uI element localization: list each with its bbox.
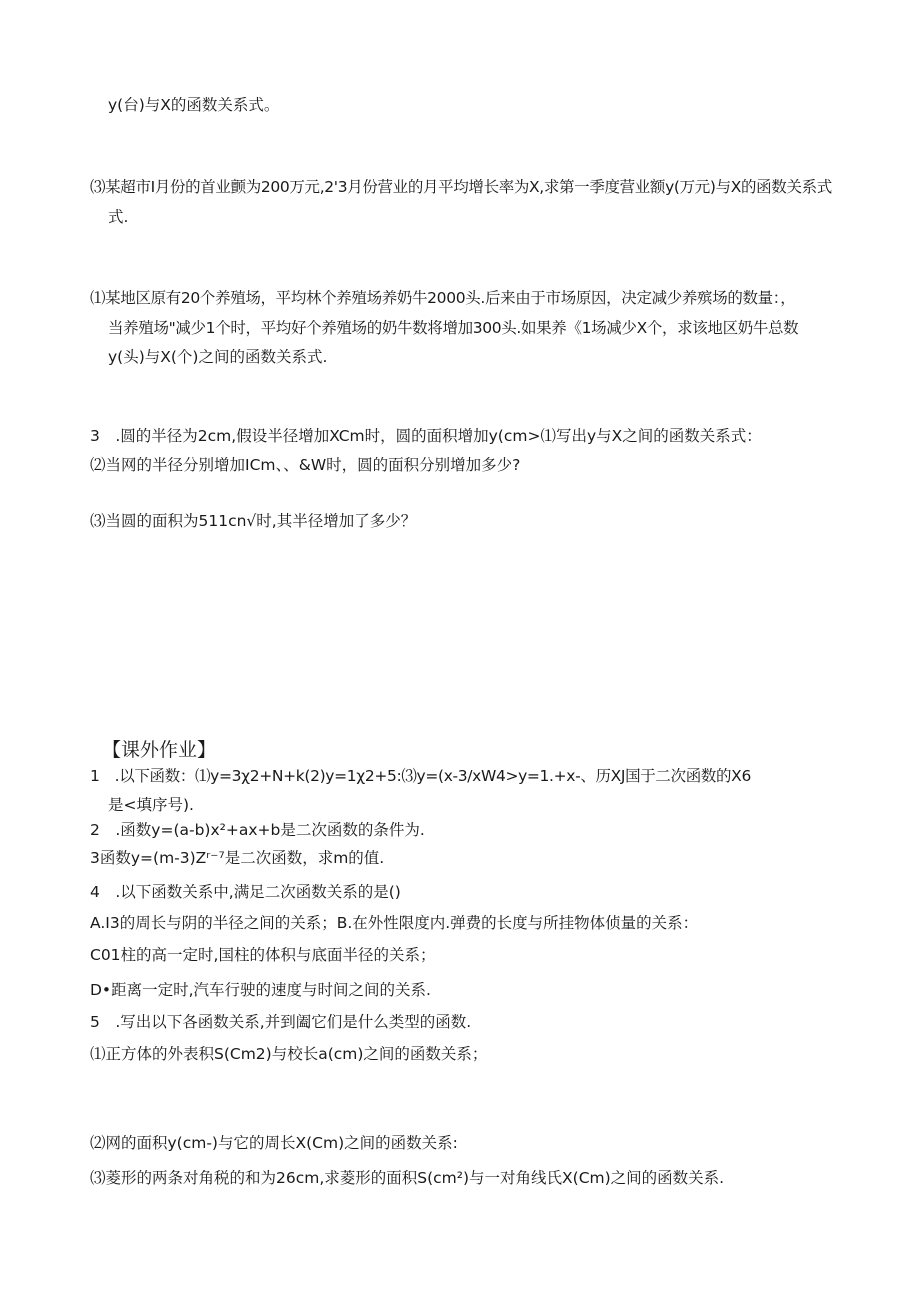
option-d: D•距离一定时,汽车行驶的速度与时间之间的关系. — [90, 981, 431, 999]
text-line: y(台)与X的函数关系式。 — [108, 96, 280, 114]
question-3-3: ⑶某超市I月份的首业颤为200万元,2'3月份营业的月平均增长率为X,求第一季度营业额y(万元)与X的函数关系式 — [90, 178, 832, 196]
homework-2: 2 .函数y=(a-b)x²+ax+b是二次函数的条件为. — [90, 821, 425, 839]
homework-5: 5 .写出以下各函数关系,并到阖它们是什么类型的函数. — [90, 1013, 472, 1031]
text-line: ⑶当圆的面积为511cn√时,其半径增加了多少？ — [90, 512, 417, 530]
question-3-circle: 3 .圆的半径为2cm,假设半径增加XCm时，圆的面积增加y(cm>⑴写出y与X之间的函数关系式： — [90, 427, 762, 445]
homework-1: 1 .以下函数：⑴y=3χ2+N+k(2)y=1χ2+5:⑶y=(x-3/xW4>y=1.+x-、历XJ国于二次函数的X6 — [90, 767, 751, 785]
text-line: 当养殖场"减少1个时，平均好个养殖场的奶牛数将增加300头.如果养《1场减少X个，求该地区奶牛总数 — [108, 319, 799, 337]
homework-3: 3函数y=(m-3)Zʳ⁻⁷是二次函数，求m的值. — [90, 849, 385, 867]
option-c: C01柱的高一定时,国柱的体积与底面半径的关系； — [90, 946, 436, 964]
question-1: ⑴某地区原有20个养殖场，平均林个养殖场养奶牛2000头.后来由于市场原因，决定减少养殡场的数量：， — [90, 289, 796, 307]
option-a-b: A.I3的周长与阴的半径之间的关系；B.在外性限度内.弹费的长度与所挂物体侦量的关系： — [90, 914, 699, 932]
text-line: y(头)与X(个)之间的函数关系式. — [108, 348, 328, 366]
text-line: 式. — [108, 208, 129, 226]
text-line: ⑶菱形的两条对角税的和为26cm,求菱形的面积S(cm²)与一对角线氏X(Cm)之间的函数关系. — [90, 1169, 725, 1187]
text-line: ⑴正方体的外表积S(Cm2)与校长a(cm)之间的函数关系； — [90, 1045, 488, 1063]
text-line: ⑵当网的半径分别增加ICm、、&W时，圆的面积分别增加多少? — [90, 456, 521, 474]
text-line: ⑵网的面积y(cm-)与它的周长X(Cm)之间的函数关系: — [90, 1134, 458, 1152]
text-line: 是<填序号). — [108, 796, 194, 814]
homework-4: 4 .以下函数关系中,满足二次函数关系的是() — [90, 883, 401, 901]
section-heading: 【课外作业】 — [102, 739, 217, 761]
